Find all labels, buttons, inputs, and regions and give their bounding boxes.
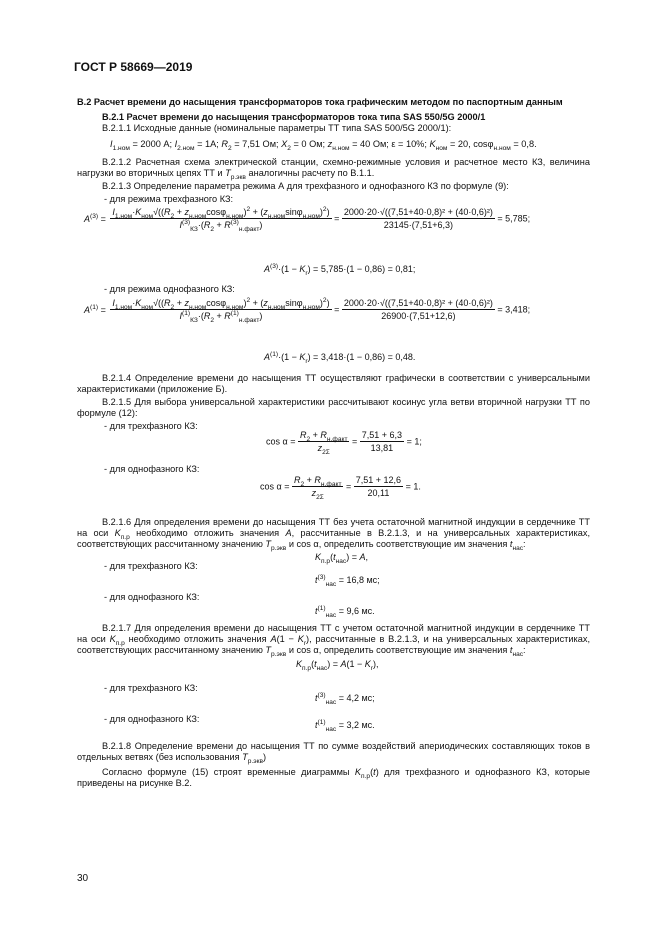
paragraph-b212: В.2.1.2 Расчетная схема электрической станции, схемно-режимные условия и расчетное место КЗ, величина нагрузки во вторичных цепях ТТ и $Т_{р.экв}$ аналогичны расчету по В.1.1. (77, 157, 590, 182)
page-number: 30 (77, 873, 89, 884)
paragraph-last: Согласно формуле (15) строят временные диаграммы $K_{п.р}(t)$ для трехфазного и однофазного КЗ, которые приведены на рисунке В.2. (77, 767, 590, 789)
formula-cos-3phase: cos α = $\frac{R_2 + R_{н.факт}}{z_{2\Sigma}}$ = $\frac{7,51 + 6,3}{13,81}$ = 1; (266, 430, 422, 456)
b217-3phase-value: $t^{(3)}_{нас} = 4,2$ мс; (315, 692, 375, 706)
paragraph-b213: В.2.1.3 Определение параметра режима А для трехфазного и однофазного КЗ по формуле (9): (102, 181, 509, 191)
section-b21-title: В.2.1 Расчет времени до насыщения трансформаторов тока типа SAS 550/5G 2000/1 (102, 112, 486, 122)
paragraph-b211: В.2.1.1 Исходные данные (номинальные параметры ТТ типа SAS 500/5G 2000/1): (102, 123, 452, 133)
formula-a1-residual: $A^{(1)}\cdot(1 - K_r) = 3,418\cdot(1 - 0,86) = 0,48$. (264, 351, 416, 365)
b216-1phase-value: $t^{(1)}_{нас} = 9,6$ мс. (315, 605, 375, 619)
b217-1phase-value: $t^{(1)}_{нас} = 3,2$ мс. (315, 719, 375, 733)
paragraph-b215: В.2.1.5 Для выбора универсальной характеристики рассчитывают косинус угла ветви вторичной нагрузки ТТ по формуле (12): (77, 397, 590, 419)
b217-1phase-label: - для однофазного КЗ: (104, 714, 200, 724)
b216-3phase-label: - для трехфазного КЗ: (104, 561, 198, 571)
document-header: ГОСТ Р 58669—2019 (74, 60, 193, 74)
paragraph-b216: В.2.1.6 Для определения времени до насыщения ТТ без учета остаточной магнитной индукции в сердечнике ТТ на оси $K_{п.р}$ необходимо отложить значения А, рассчитанные в В.2.1.3, и на универсальных характеристиках, соответствующих рассчитанному значению $Т_{р.экв}$ и cos α, определить соответствующие им значения $t_{нас}$: (77, 517, 590, 553)
paragraph-b218: В.2.1.8 Определение времени до насыщения ТТ по сумме воздействий апериодических составляющих токов в отдельных ветвях (без использования $Т_{р.экв}$) (77, 741, 590, 766)
input-data-line: $I_{1.ном} = 2000$ А; $I_{2.ном} = 1А$; $R_2 = 7,51$ Ом; $X_2 = 0$ Ом; $z_{н.ном} = 40$ Ом; ε = 10%; $K_{ном} = 20$, cosφ$_{н.ном}$ = 0,8. (110, 139, 537, 152)
formula-a3: $A^{(3)}$ = $\frac{I_{1.ном}\cdot K_{ном}√((R_2 + z_{н.ном}\cos\varphi_{н.ном})^2 + (z_{н.ном}\sin\varphi_{н.ном})^2)}{I^{(3)}_{КЗ}\cdot(R_2 + R^{(3)}_{н.факт})}$ = $\frac{\text{2000·20·√((7,51+40·0,8)² + (40·0,6)²)}}{23145\cdot(7,51+6,3)}$ = 5,785; (84, 206, 531, 233)
formula-b216: $K_{п.р}(t_{нас}) = A$, (315, 552, 369, 565)
paragraph-b214: В.2.1.4 Определение времени до насыщения ТТ осуществляют графически в соответствии с универсальными характеристиками (приложение Б). (77, 373, 590, 395)
cos-3phase-label: - для трехфазного КЗ: (104, 421, 198, 431)
formula-cos-1phase: cos α = $\frac{R_2 + R_{н.факт}}{z_{2\Sigma}}$ = $\frac{7,51 + 12,6}{20,11}$ = 1. (260, 475, 421, 501)
b216-1phase-label: - для однофазного КЗ: (104, 592, 200, 602)
b216-3phase-value: $t^{(3)}_{нас} = 16,8$ мс; (315, 574, 380, 588)
mode-3phase-label: - для режима трехфазного КЗ: (104, 194, 234, 204)
section-b2-title: В.2 Расчет времени до насыщения трансформаторов тока графическим методом по паспортным данным (77, 97, 563, 107)
mode-1phase-label: - для режима однофазного КЗ: (104, 284, 235, 294)
b217-3phase-label: - для трехфазного КЗ: (104, 683, 198, 693)
paragraph-b217: В.2.1.7 Для определения времени до насыщения ТТ с учетом остаточной магнитной индукции в сердечнике ТТ на оси $K_{п.р}$ необходимо отложить значения $A(1 - K_r)$, рассчитанные в В.2.1.3, и на универсальных характеристиках, соответствующих рассчитанному значению $Т_{р.экв}$ и cos α, определить соответствующие им значения $t_{нас}$: (77, 623, 591, 659)
cos-1phase-label: - для однофазного КЗ: (104, 464, 200, 474)
formula-a1: $A^{(1)}$ = $\frac{I_{1.ном}\cdot K_{ном}√((R_2 + z_{н.ном}\cos\varphi_{н.ном})^2 + (z_{н.ном}\sin\varphi_{н.ном})^2)}{I^{(1)}_{КЗ}\cdot(R_2 + R^{(1)}_{н.факт})}$ = $\frac{\text{2000·20·√((7,51+40·0,8)² + (40·0,6)²)}}{26900\cdot(7,51+12,6)}$ = 3,418; (84, 297, 531, 324)
formula-a3-residual: $A^{(3)}\cdot(1 - K_r) = 5,785\cdot(1 - 0,86) = 0,81$; (264, 263, 416, 277)
formula-b217: $K_{п.р}(t_{нас}) = A(1 - K_r)$, (296, 659, 379, 672)
